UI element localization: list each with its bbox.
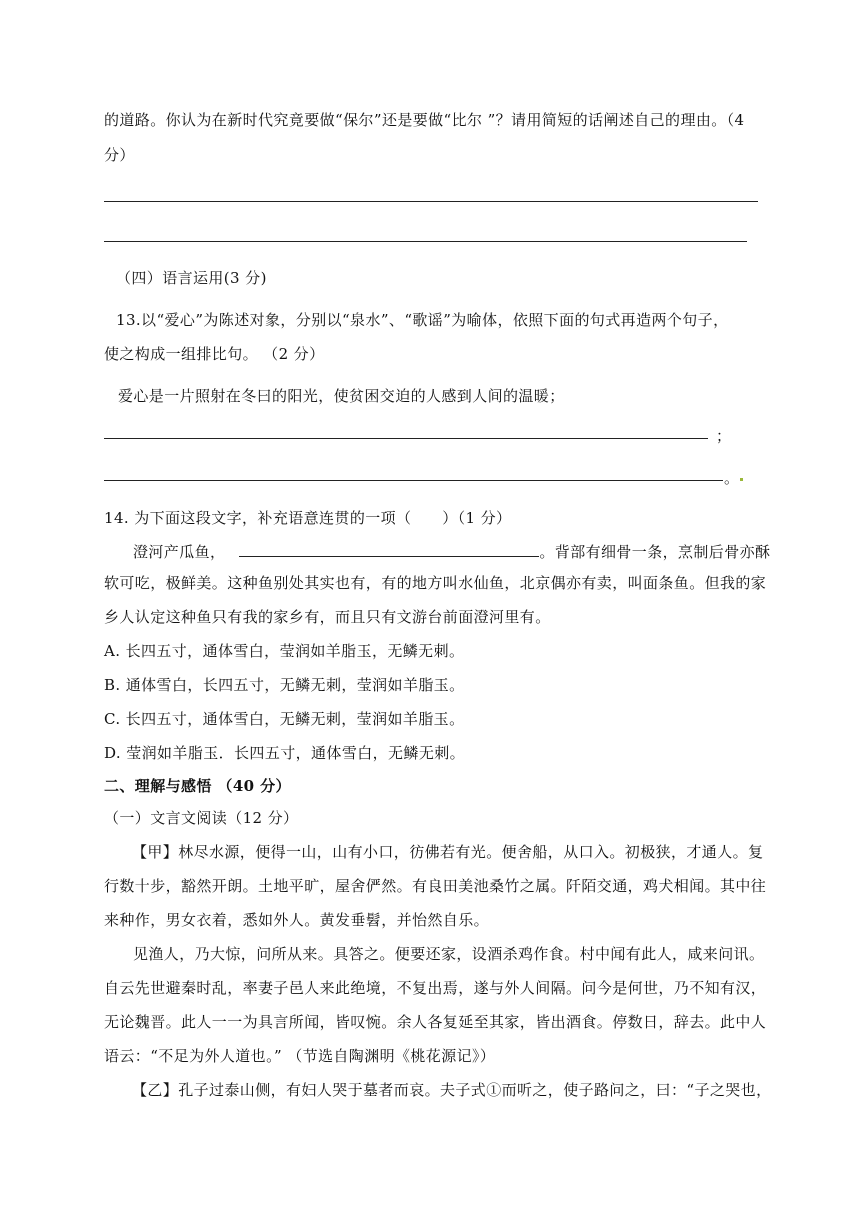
- fill-blank: [239, 540, 539, 557]
- passage-line: [133, 540, 770, 562]
- q12-text-line: 的道路。你认为在新时代究竟要做“保尔”还是要做“比尔 ”？请用简短的话阐述自己的理由。（4: [104, 111, 745, 129]
- passage-line: 乡人认定这种鱼只有我的家乡有，而且只有文游台前面澄河里有。: [104, 608, 551, 626]
- passage-jia-line: 见渔人，乃大惊，问所从来。具答之。便要还家，设酒杀鸡作食。村中闻有此人，咸来问讯。: [133, 945, 765, 963]
- q12-text-line: 分）: [104, 146, 135, 164]
- blank-punctuation: 。: [724, 469, 740, 487]
- option-c: C. 长四五寸，通体雪白，无鳞无刺，莹润如羊脂玉。: [104, 710, 465, 728]
- question-stem: 13.以“爱心”为陈述对象，分别以“泉水”、“歌谣”为喻体，依照下面的句式再造两个句子，: [116, 311, 729, 329]
- option-d: D. 莹润如羊脂玉．长四五寸，通体雪白，无鳞无刺。: [104, 744, 466, 762]
- passage-jia-line: 【甲】林尽水源，便得一山，山有小口，彷佛若有光。便舍船，从口入。初极狭，才通人。复: [132, 843, 764, 861]
- passage-jia-line: 行数十步，豁然开朗。土地平旷，屋舍俨然。有良田美池桑竹之属。阡陌交通，鸡犬相闻。其中往: [104, 877, 767, 895]
- sub-heading: （一）文言文阅读（12 分）: [104, 809, 299, 827]
- section-heading: （四）语言运用(3 分): [116, 269, 267, 287]
- passage-jia-line: 来种作，男女衣着，悉如外人。黄发垂髫，并怡然自乐。: [104, 911, 490, 929]
- answer-blank: [104, 480, 723, 481]
- passage-jia-line: 语云：“不足为外人道也。” （节选自陶渊明《桃花源记》）: [104, 1047, 496, 1065]
- option-b: B. 通体雪白，长四五寸，无鳞无刺，莹润如羊脂玉。: [104, 676, 465, 694]
- passage-yi-line: 【乙】孔子过泰山侧，有妇人哭于墓者而哀。夫子式①而听之，使子路问之，曰：“子之哭也，: [132, 1081, 772, 1099]
- passage-text: 澄河产瓜鱼，: [133, 543, 226, 561]
- question-stem: 使之构成一组排比句。 （2 分）: [104, 345, 325, 363]
- answer-blank: [104, 438, 708, 439]
- answer-line: [104, 201, 758, 202]
- example-sentence: 爱心是一片照射在冬曰的阳光，使贫困交迫的人感到人间的温暖；: [118, 387, 565, 405]
- blank-punctuation: ；: [716, 427, 732, 445]
- answer-line: [104, 241, 747, 242]
- passage-jia-line: 无论魏晋。此人一一为具言所闻，皆叹惋。余人各复延至其家，皆出酒食。停数日，辞去。此中人: [104, 1013, 767, 1031]
- passage-line: 软可吃，极鲜美。这种鱼别处其实也有，有的地方叫水仙鱼，北京偶亦有卖，叫面条鱼。但我的家: [104, 574, 767, 592]
- part-heading: 二、理解与感悟 （40 分）: [104, 777, 291, 795]
- stray-mark: [740, 478, 743, 481]
- option-a: A. 长四五寸，通体雪白，莹润如羊脂玉，无鳞无刺。: [104, 642, 465, 660]
- passage-jia-line: 自云先世避秦时乱，率妻子邑人来此绝境，不复出焉，遂与外人间隔。问今是何世，乃不知有汉，: [104, 979, 767, 997]
- question-stem: 14. 为下面这段文字，补充语意连贯的一项（ ）（1 分）: [104, 509, 512, 527]
- passage-text: 。背部有细骨一条，烹制后骨亦酥: [539, 543, 771, 561]
